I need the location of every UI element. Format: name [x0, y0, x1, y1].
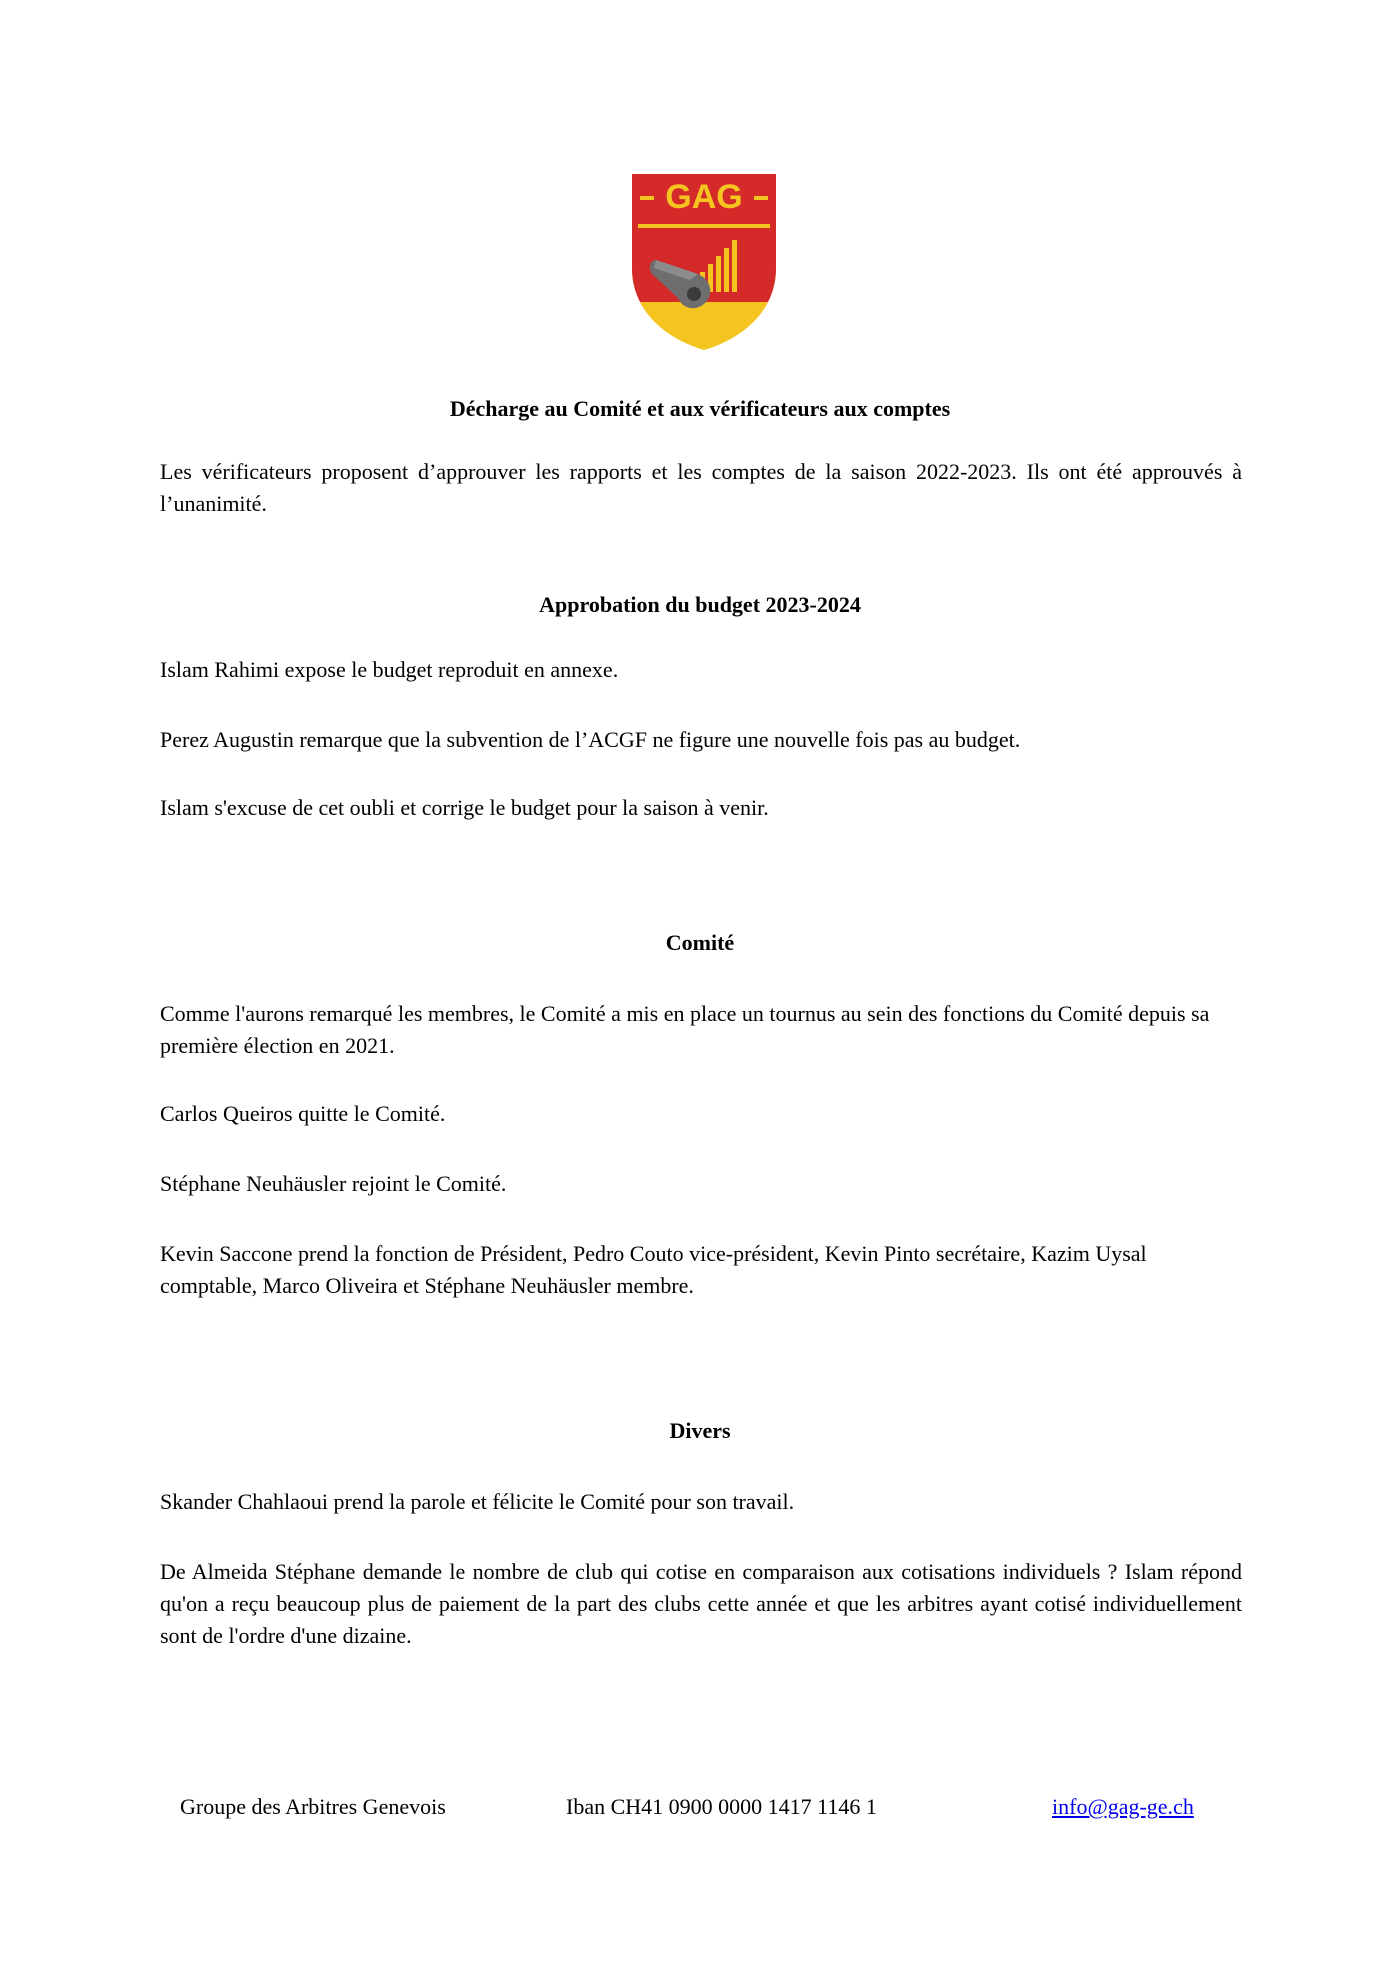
- footer-iban: Iban CH41 0900 0000 1417 1146 1: [566, 1794, 877, 1819]
- paragraph: Les vérificateurs proposent d’approuver les rapports et les comptes de la saison 2022-2023. Ils ont été approuvés à l’unanimité.: [160, 459, 1242, 516]
- footer-organization: Groupe des Arbitres Genevois: [180, 1794, 446, 1819]
- paragraph: Comme l'aurons remarqué les membres, le Comité a mis en place un tournus au sein des fonctions du Comité depuis sa première élection en 2021.: [160, 1001, 1210, 1058]
- footer-email: [1052, 1794, 1194, 1820]
- paragraph: Perez Augustin remarque que la subvention de l’ACGF ne figure une nouvelle fois pas au budget.: [160, 727, 1021, 752]
- gag-logo: [628, 170, 780, 354]
- paragraph: Kevin Saccone prend la fonction de Président, Pedro Couto vice-président, Kevin Pinto secrétaire, Kazim Uysal comptable, Marco Oliveira et Stéphane Neuhäusler membre.: [160, 1241, 1147, 1298]
- paragraph: Stéphane Neuhäusler rejoint le Comité.: [160, 1171, 507, 1196]
- section-heading-budget: Approbation du budget 2023-2024: [539, 592, 861, 617]
- paragraph: De Almeida Stéphane demande le nombre de club qui cotise en comparaison aux cotisations individuels ? Islam répond qu'on a reçu beaucoup plus de paiement de la part des clubs cette année et que les arbitres ayant cotisé individuellement sont de l'ordre d'une dizaine.: [160, 1559, 1242, 1648]
- logo-text: GAG: [665, 178, 743, 216]
- email-link[interactable]: info@gag-ge.ch: [1052, 1794, 1194, 1819]
- paragraph: Skander Chahlaoui prend la parole et félicite le Comité pour son travail.: [160, 1489, 795, 1514]
- section-heading-divers: Divers: [669, 1418, 731, 1443]
- section-heading-comite: Comité: [665, 930, 735, 955]
- paragraph: Carlos Queiros quitte le Comité.: [160, 1101, 446, 1126]
- paragraph: Islam Rahimi expose le budget reproduit en annexe.: [160, 657, 619, 682]
- paragraph: Islam s'excuse de cet oubli et corrige le budget pour la saison à venir.: [160, 795, 769, 820]
- section-heading-decharge: Décharge au Comité et aux vérificateurs aux comptes: [449, 396, 951, 421]
